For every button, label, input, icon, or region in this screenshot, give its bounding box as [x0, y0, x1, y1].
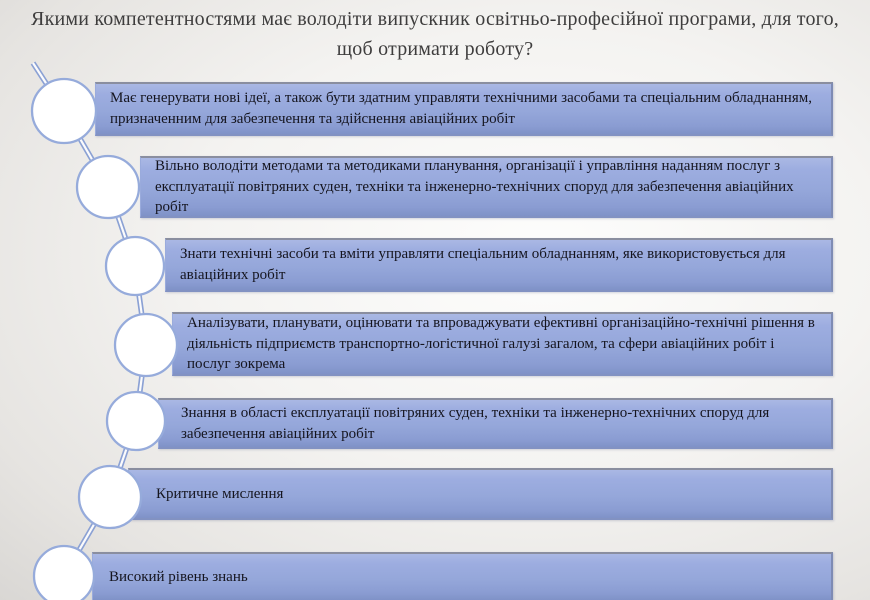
process-step-6-label: Критичне мислення [156, 485, 284, 502]
node-circle-3 [106, 237, 164, 295]
process-step-7-label: Високий рівень знань [109, 568, 248, 585]
process-step-3 [165, 238, 833, 292]
process-step-5-label: Знання в області експлуатації повітряних суден, техніки та інженерно-технічних споруд для забезпечення авіаційних робіт [181, 404, 770, 442]
process-step-4-label: Аналізувати, планувати, оцінювати та впроваджувати ефективні організаційно-технічні рішення в діяльність підприємств транспортно-логістичної галузі загалом, та сфери авіаційних робіт і послуг зокрема [187, 314, 815, 373]
process-step-3-label: Знати технічні засоби та вміти управляти спеціальним обладнанням, яке використовується для авіаційних робіт [180, 246, 786, 283]
node-circle-4 [115, 314, 177, 376]
process-step-6 [128, 468, 833, 520]
process-step-2 [140, 156, 833, 218]
process-step-1 [95, 82, 833, 136]
node-circle-1 [32, 79, 96, 143]
node-circle-7 [34, 546, 94, 600]
node-circle-2 [77, 156, 139, 218]
process-step-5 [158, 398, 833, 449]
process-step-7 [92, 552, 833, 600]
process-step-4 [172, 312, 833, 376]
process-step-2-label: Вільно володіти методами та методиками планування, організації і управління наданням послуг з експлуатації повітряних суден, техніки та інженерно-технічних споруд для забезпечення авіаційних робіт [155, 157, 794, 216]
node-circle-5 [107, 392, 165, 450]
slide-title: Якими компетентностями має володіти випускник освітньо-професійної програми, для того, щоб отримати роботу? [31, 8, 839, 60]
process-step-1-label: Має генерувати нові ідеї, а також бути здатним управляти технічними засобами та спеціальним обладнанням, призначенним для забезпечення та здійснення авіаційних робіт [110, 90, 812, 127]
